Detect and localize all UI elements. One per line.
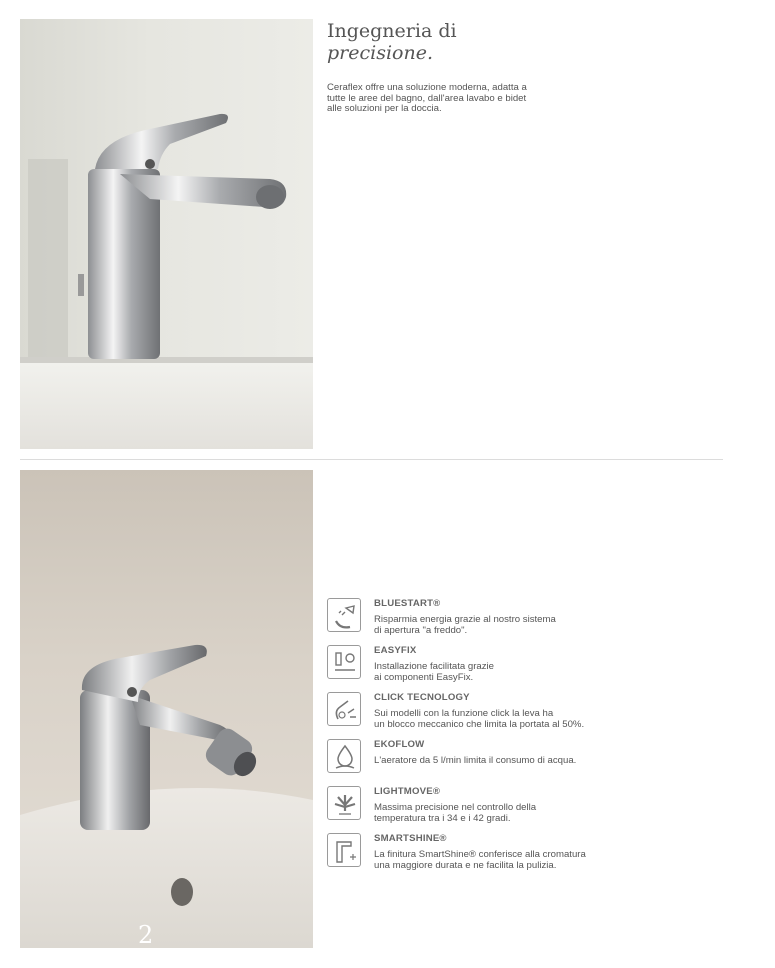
lightmove-icon: [327, 786, 361, 820]
heading-line-1: Ingegneria di: [327, 20, 457, 42]
feature-title: EKOFLOW: [374, 739, 425, 750]
feature-description: Risparmia energia grazie al nostro sistema di apertura "a freddo".: [374, 614, 556, 636]
page-heading: [327, 20, 457, 64]
bidet-faucet-photo: [20, 470, 313, 948]
feature-description: Massima precisione nel controllo della temperatura tra i 34 e i 42 gradi.: [374, 802, 537, 824]
easyfix-icon: [327, 645, 361, 679]
feature-ekoflow: [327, 739, 647, 779]
washbasin-faucet-photo: [20, 19, 313, 449]
feature-title: EASYFIX: [374, 645, 417, 656]
feature-description: Installazione facilitata grazie ai componenti EasyFix.: [374, 661, 494, 683]
feature-title: BLUESTART®: [374, 598, 441, 609]
heading-line-2: precisione.: [327, 42, 433, 64]
feature-title: LIGHTMOVE®: [374, 786, 441, 797]
feature-title: SMARTSHINE®: [374, 833, 447, 844]
smartshine-icon: [327, 833, 361, 867]
feature-title: CLICK TECNOLOGY: [374, 692, 470, 703]
section-divider: [20, 459, 723, 460]
feature-description: L'aeratore da 5 l/min limita il consumo di acqua.: [374, 755, 577, 766]
feature-description: La finitura SmartShine® conferisce alla cromatura una maggiore durata e ne facilita la pulizia.: [374, 849, 586, 871]
click-icon: [327, 692, 361, 726]
water-drop-icon: [327, 739, 361, 773]
intro-text: Ceraflex offre una soluzione moderna, adatta a tutte le aree del bagno, dall'area lavabo e bidet alle soluzioni per la doccia.: [327, 82, 527, 114]
feature-lightmove: [327, 786, 647, 826]
page-number: 2: [138, 921, 154, 948]
feature-bluestart: [327, 598, 647, 638]
feature-description: Sui modelli con la funzione click la leva ha un blocco meccanico che limita la portata al 50%.: [374, 708, 585, 730]
feature-easyfix: [327, 645, 647, 685]
bluestart-icon: [327, 598, 361, 632]
feature-smartshine: [327, 833, 647, 873]
feature-click-tecnology: [327, 692, 647, 732]
